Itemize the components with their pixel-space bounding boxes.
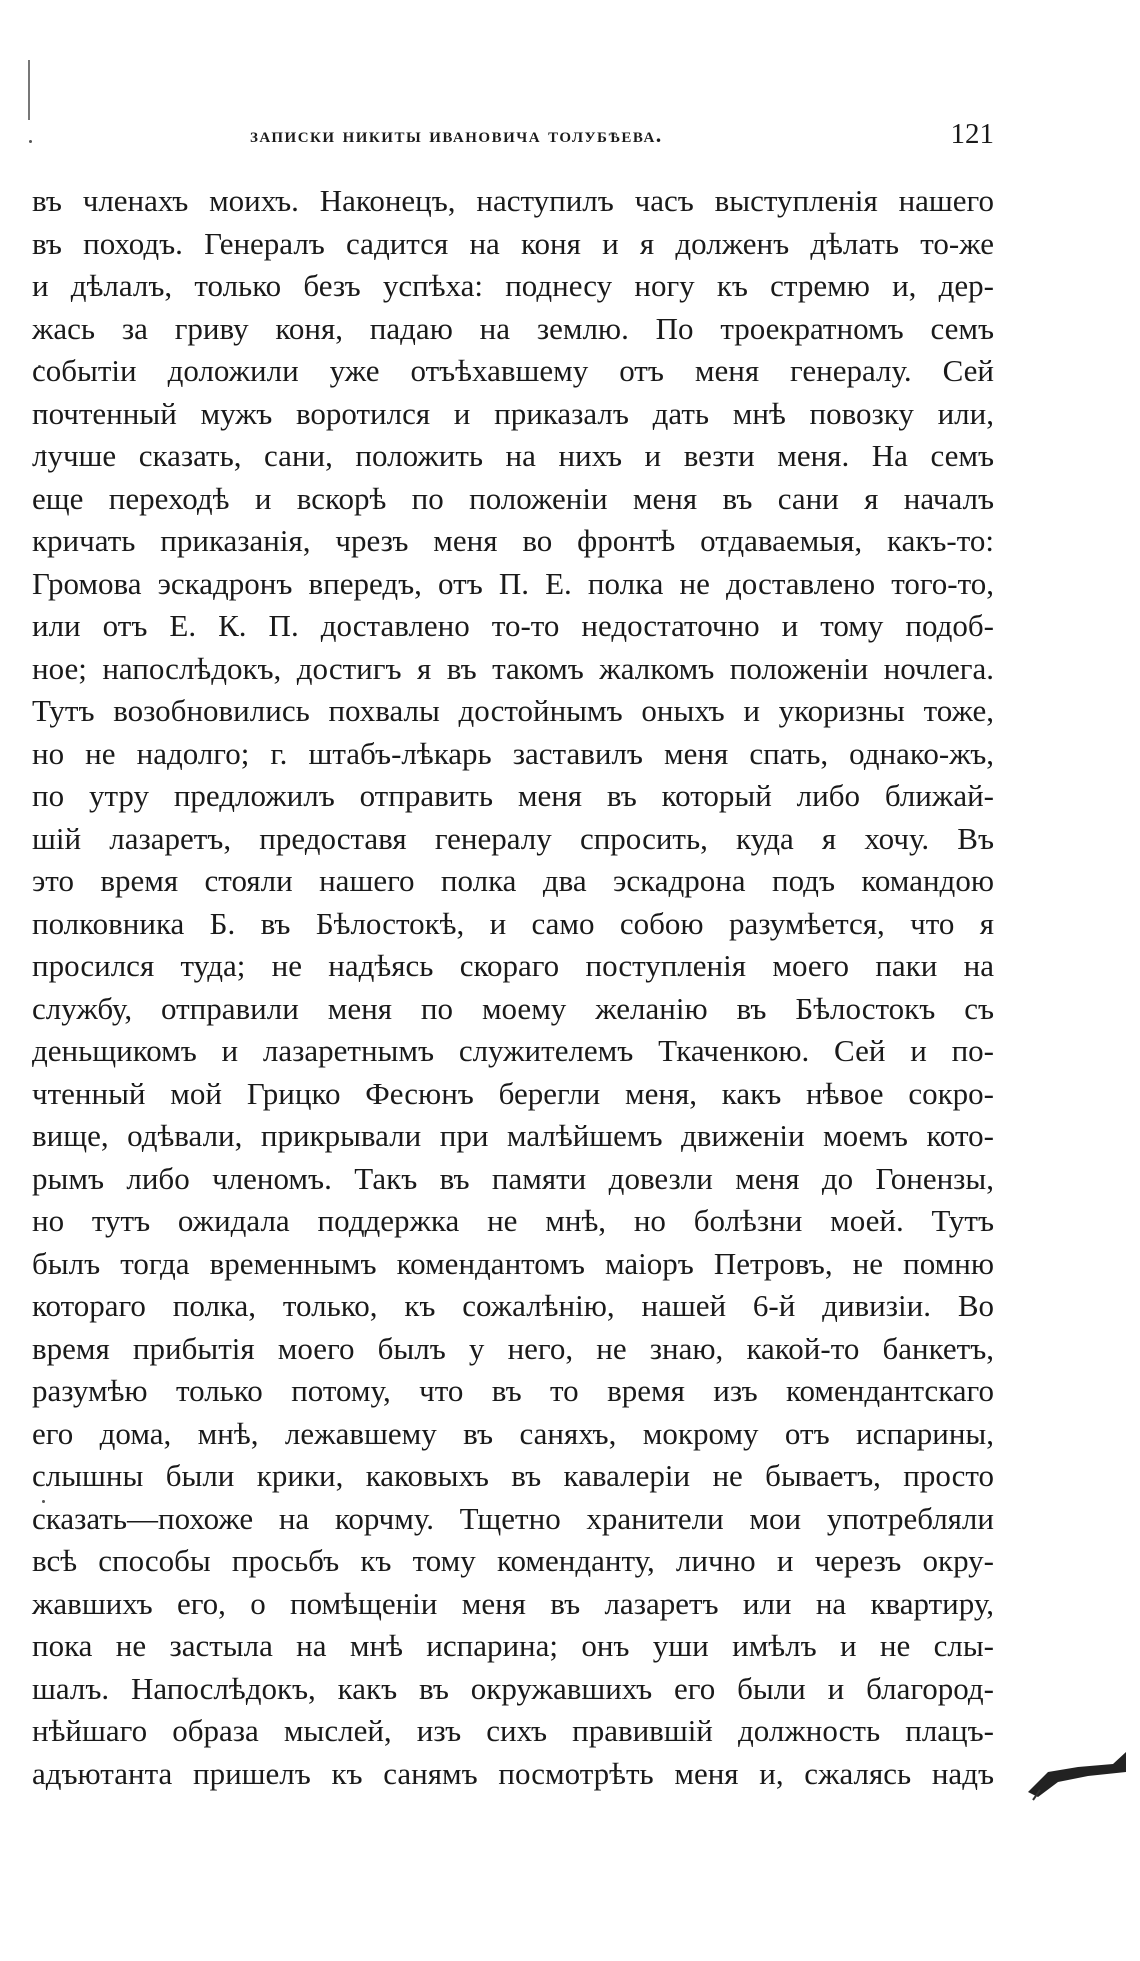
text-line: это время стояли нашего полка два эскадрона подъ командою — [32, 863, 994, 898]
text-line: и дѣлалъ, только безъ успѣха: поднесу ногу къ стремю и, дер- — [32, 268, 994, 303]
text-line: событіи доложили уже отъѣхавшему отъ меня генералу. Сей — [32, 353, 994, 388]
text-line: еще переходѣ и вскорѣ по положеніи меня въ сани я началъ — [32, 480, 994, 516]
text-line: въ членахъ моихъ. Наконецъ, наступилъ часъ выступленія нашего — [32, 183, 994, 218]
text-line: чтенный мой Грицко Фесюнъ берегли меня, какъ нѣвое сокро- — [32, 1075, 994, 1111]
text-line: шалъ. Напослѣдокъ, какъ въ окружавшихъ его были и благород- — [32, 1670, 994, 1706]
text-line: жавшихъ его, о помѣщеніи меня въ лазаретъ или на квартиру, — [32, 1585, 994, 1621]
text-line: службу, отправили меня по моему желанію въ Бѣлостокъ съ — [32, 990, 994, 1026]
text-line: всѣ способы просьбъ къ тому коменданту, лично и черезъ окру- — [32, 1543, 994, 1578]
page-header — [250, 118, 1030, 158]
text-line: деньщикомъ и лазаретнымъ служителемъ Ткаченкою. Сей и по- — [32, 1033, 994, 1068]
text-line: кричать приказанія, чрезъ меня во фронтѣ отдаваемыя, какъ-то: — [32, 523, 994, 558]
text-line: разумѣю только потому, что въ то время изъ комендантскаго — [32, 1373, 994, 1408]
text-line: вище, одѣвали, прикрывали при малѣйшемъ движеніи моемъ кото- — [32, 1118, 994, 1153]
text-line: Громова эскадронъ впередъ, отъ П. Е. полка не доставлено того-то, — [32, 565, 994, 601]
text-line: или отъ Е. К. П. доставлено то-то недостаточно и тому подоб- — [32, 608, 994, 643]
text-line: былъ тогда временнымъ комендантомъ маіоръ Петровъ, не помню — [32, 1245, 994, 1281]
text-line: Тутъ возобновились похвалы достойнымъ оныхъ и укоризны тоже, — [32, 693, 994, 728]
text-line: адъютанта пришелъ къ санямъ посмотрѣть меня и, сжалясь надъ — [32, 1755, 994, 1791]
scan-artifact — [1018, 1742, 1128, 1802]
text-line: ное; напослѣдокъ, достигъ я въ такомъ жалкомъ положеніи ночлега. — [32, 650, 994, 686]
text-line: время прибытія моего былъ у него, не знаю, какой-то банкетъ, — [32, 1330, 994, 1366]
text-line: почтенный мужъ воротился и приказалъ дать мнѣ повозку или, — [32, 395, 994, 431]
text-line: по утру предложилъ отправить меня въ который либо ближай- — [32, 778, 994, 813]
text-line: просился туда; не надѣясь скораго поступленія моего паки на — [32, 948, 994, 983]
text-line: рымъ либо членомъ. Такъ въ памяти довезли меня до Гонензы, — [32, 1160, 994, 1196]
text-line: въ походъ. Генералъ садится на коня и я долженъ дѣлать то-же — [32, 225, 994, 261]
margin-speck — [29, 140, 32, 143]
running-title: записки никиты ивановича толубѣева. — [250, 122, 663, 147]
text-line: пока не застыла на мнѣ испарина; онъ уши имѣлъ и не слы- — [32, 1628, 994, 1663]
text-line: но тутъ ожидала поддержка не мнѣ, но болѣзни моей. Тутъ — [32, 1203, 994, 1238]
margin-scan-line — [28, 60, 30, 120]
text-line: сказать—похоже на корчму. Тщетно хранители мои употребляли — [32, 1500, 994, 1536]
text-line: лучше сказать, сани, положить на нихъ и везти меня. На семъ — [32, 438, 994, 473]
text-line: но не надолго; г. штабъ-лѣкарь заставилъ меня спать, однако-жъ, — [32, 735, 994, 771]
body-text — [32, 180, 994, 1795]
text-line: котораго полка, только, къ сожалѣнію, нашей 6-й дивизіи. Во — [32, 1288, 994, 1323]
text-line: жась за гриву коня, падаю на землю. По троекратномъ семъ — [32, 310, 994, 346]
text-line: шій лазаретъ, предоставя генералу спросить, куда я хочу. Въ — [32, 820, 994, 856]
page-number: 121 — [950, 118, 994, 150]
text-line: слышны были крики, каковыхъ въ кавалеріи не бываетъ, просто — [32, 1458, 994, 1493]
text-line: его дома, мнѣ, лежавшему въ саняхъ, мокрому отъ испарины, — [32, 1415, 994, 1451]
text-line: полковника Б. въ Бѣлостокѣ, и само собою разумѣется, что я — [32, 905, 994, 941]
text-line: нѣйшаго образа мыслей, изъ сихъ правившій должность плацъ- — [32, 1713, 994, 1748]
